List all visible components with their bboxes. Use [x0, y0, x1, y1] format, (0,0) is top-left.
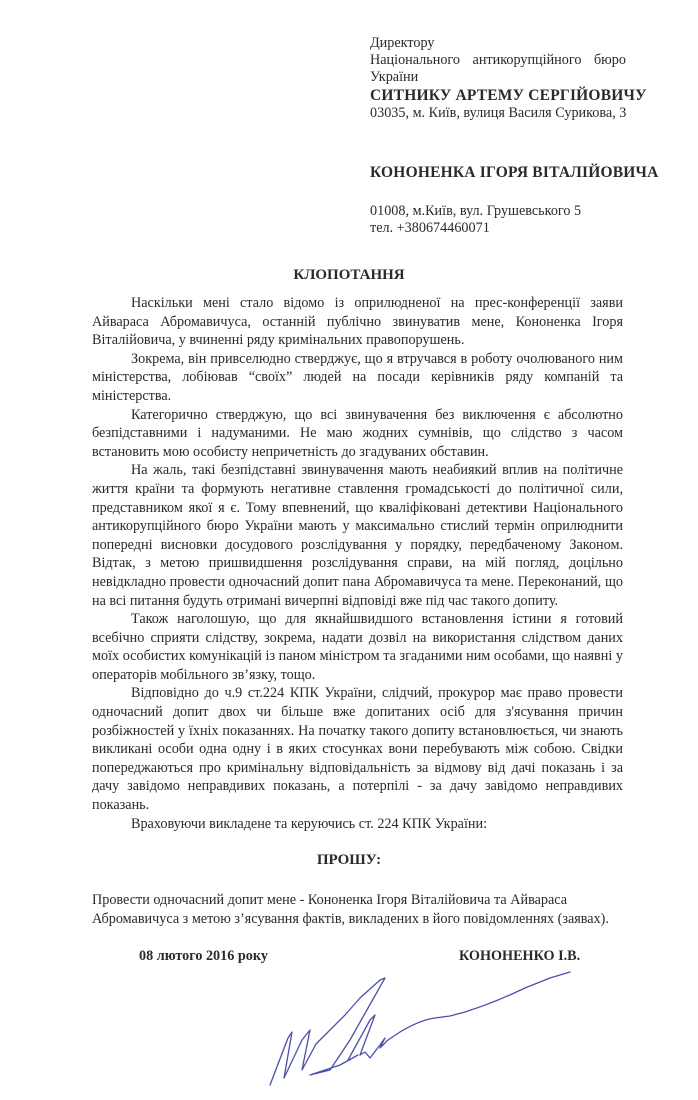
paragraph: Враховуючи викладене та керуючись ст. 224 КПК України: — [131, 815, 488, 832]
request-heading: ПРОШУ: — [316, 852, 382, 869]
document-date: 08 лютого 2016 року — [139, 948, 268, 965]
recipient-block — [370, 35, 647, 122]
closing-line — [0, 948, 698, 968]
document-body — [92, 294, 623, 833]
document-title: КЛОПОТАННЯ — [293, 267, 405, 283]
org-word: бюро — [593, 52, 626, 68]
request-line: Абромавичуса з метою з’ясування фактів, викладених в його повідомленнях (заявах). — [92, 910, 609, 927]
handwritten-signature — [250, 970, 630, 1100]
request-line: Провести одночасний допит мене - Кононенка Ігоря Віталійовича та Айвараса — [92, 892, 568, 909]
recipient-position: Директору — [370, 35, 435, 51]
paragraph: Зокрема, він привселюдно стверджує, що я втручався в роботу очолюваного ним міністерства, лобіював “своїх” людей на посади керівників ряду компаній та міністерства. — [92, 350, 623, 404]
org-word: антикорупційного — [472, 52, 582, 68]
recipient-name: СИТНИКУ АРТЕМУ СЕРГІЙОВИЧУ — [370, 87, 647, 104]
document-flow — [0, 266, 698, 1100]
recipient-country: України — [370, 69, 419, 85]
request-text — [92, 891, 632, 928]
recipient-organization — [370, 52, 626, 69]
sender-block — [370, 164, 659, 237]
paragraph: На жаль, такі безпідставні звинувачення мають неабиякий вплив на політичне життя країни та формують негативне ставлення громадськості до політичної сили, представником якої я є. Тому впевнений, що кваліфіковані детективи Національного антикорупційного бюро України мають у максимально стислий термін оприлюднити попередні висновки досудового розслідування у порядку, передбаченому Законом. Відтак, з метою пришвидшення розслідування справи, на мій погляд, доцільно невідкладно провести одночасний допит пана Абромавичуса та мене. Переконаний, що на всі питання будуть отримані вичерпні відповіді вже під час такого допиту. — [92, 462, 623, 609]
sender-address: 01008, м.Київ, вул. Грушевського 5 — [370, 203, 582, 219]
signer-name: КОНОНЕНКО І.В. — [459, 948, 581, 965]
sender-phone: тел. +380674460071 — [370, 220, 490, 236]
org-word: Національного — [370, 52, 460, 68]
recipient-address: 03035, м. Київ, вулиця Василя Сурикова, 3 — [370, 105, 627, 121]
paragraph: Категорично стверджую, що всі звинувачення без виключення є абсолютно безпідставними і надуманими. Не маю жодних сумнівів, що слідство з часом встановить мою особисту непричетність до згадуваних обставин. — [92, 406, 623, 460]
paragraph: Також наголошую, що для якнайшвидшого встановлення істини я готовий всебічно сприяти слідству, зокрема, надати дозвіл на використання слідством даних моїх особистих комунікацій із паном міністром та згаданими ним особами, що наявні у операторів мобільного зв’язку, тощо. — [92, 611, 623, 683]
sender-name: КОНОНЕНКА ІГОРЯ ВІТАЛІЙОВИЧА — [370, 164, 659, 181]
paragraph: Наскільки мені стало відомо із оприлюдненої на прес-конференції заяви Айвараса Абромавичуса, останній публічно звинуватив мене, Кононенка Ігоря Віталійовича, у вчиненні ряду кримінальних правопорушень. — [92, 295, 623, 349]
paragraph: Відповідно до ч.9 ст.224 КПК України, слідчий, прокурор має право провести одночасний допит двох чи більше вже допитаних осіб для з'ясування причин розбіжностей у їхніх показаннях. На початку такого допиту встановлюється, чи знають викликані особи одна одну і в яких стосунках вони перебувають між собою. Свідки попереджаються про кримінальну відповідальність за відмову від дачі показань і за дачу завідомо неправдивих показань, а потерпілі - за дачу завідомо неправдивих показань. — [92, 685, 623, 814]
